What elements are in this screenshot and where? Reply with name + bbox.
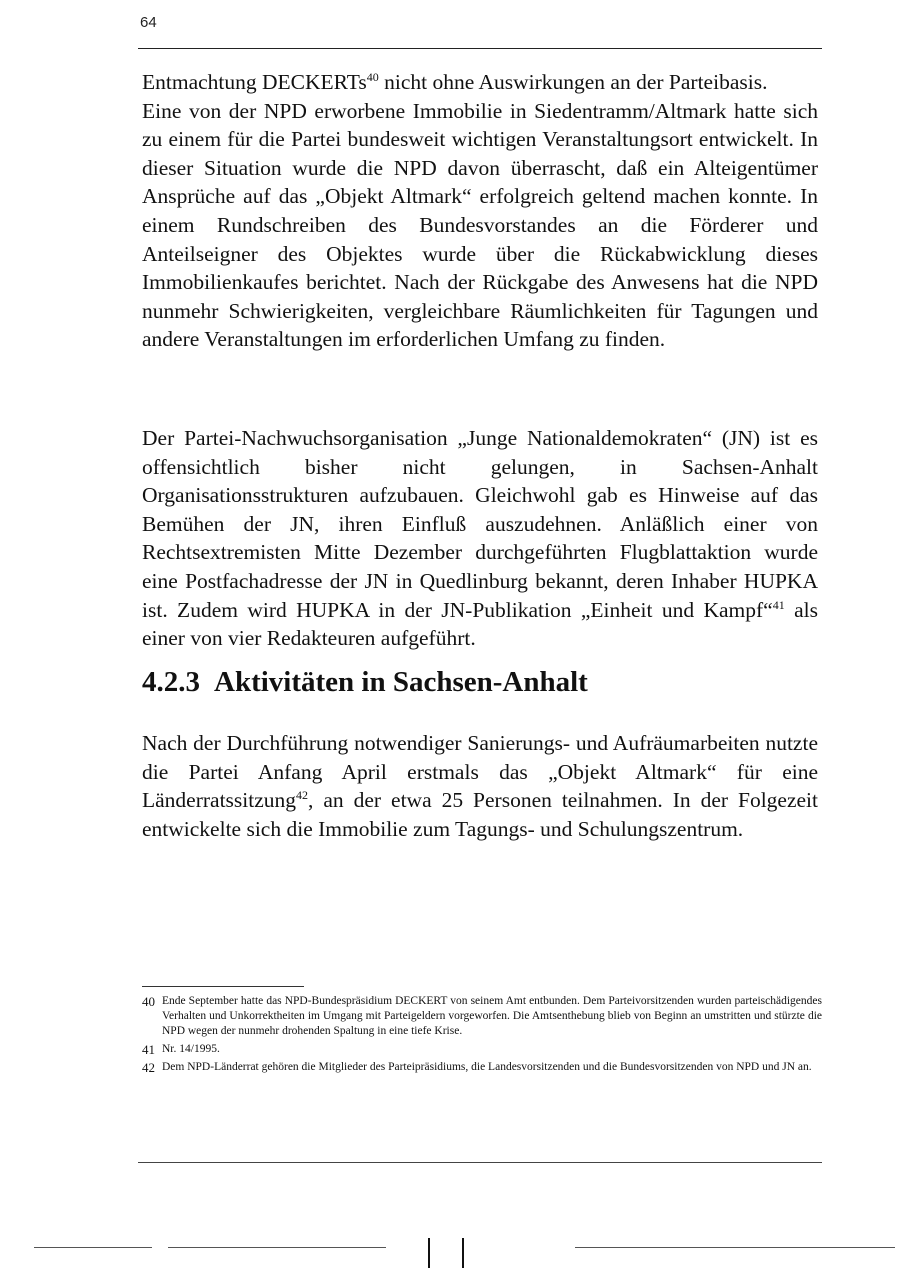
scan-artifact-line [168,1247,386,1248]
footnotes [142,994,822,1078]
body-paragraph-2: Eine von der NPD erworbene Immobilie in Siedentramm/Altmark hatte sich zu einem für die Partei bundesweit wichtigen Veranstaltungsort entwickelt. In dieser Situation wurde die NPD davon überrascht, daß ein Alteigentümer Ansprüche auf das „Objekt Altmark“ erfolgreich geltend machen konnte. In einem Rundschreiben des Bundesvorstandes an die Förderer und Anteilseigner des Objektes wurde über die Rückabwicklung dieses Immobilienkaufes berichtet. Nach der Rückgabe des Anwesens hat die NPD nunmehr Schwierigkeiten, vergleichbare Räumlichkeiten für Tagungen und andere Veranstaltungen im erforderlichen Umfang zu finden. [142,98,818,352]
footnote-ref-41[interactable]: 41 [772,597,785,612]
footnote-text: Dem NPD-Länderrat gehören die Mitglieder des Parteipräsidiums, die Landesvorsitzenden und die Bundesvorsitzenden von NPD und JN an. [162,1061,812,1073]
scan-artifact-bar [462,1238,464,1268]
body-paragraph-4 [142,729,818,843]
paragraph-3-text-end: als einer von vier Redakteuren aufgeführt. [142,597,818,651]
footnote-text: Ende September hatte das NPD-Bundespräsidium DECKERT von seinem Amt entbunden. Dem Parteivorsitzenden wurden parteischädigendes Verhalten und Unkorrektheiten im Umgang mit Parteigeldern vorgeworfen. Die Amtsenthebung blieb von Beginn an umstritten und stürzte die NPD wegen der nunmehr drohenden Spaltung in eine tiefe Krise. [162,995,822,1037]
scan-artifact-bar [428,1238,430,1268]
footnote-label: 42 [142,1060,155,1075]
header-rule [138,48,822,49]
section-title: Aktivitäten in Sachsen-Anhalt [214,666,588,698]
section-heading [142,666,588,699]
section-number: 4.2.3 [142,666,200,698]
scan-artifact-line [34,1247,152,1248]
paragraph-1-text: Entmachtung DECKERTs [142,70,367,94]
footnote-label: 40 [142,994,155,1009]
paragraph-1-text-end: nicht ohne Auswirkungen an der Parteibasis. [378,70,768,94]
footnote-ref-40[interactable]: 40 [366,70,379,84]
footnote-42 [142,1060,822,1075]
footnote-separator [142,986,304,987]
footnote-label: 41 [142,1042,155,1057]
scan-artifact-line [575,1247,895,1248]
footnote-41 [142,1042,822,1057]
paragraph-4-text: Nach der Durchführung notwendiger Sanierungs- und Aufräumarbeiten nutzte die Partei Anfang April erstmals das „Objekt Altmark“ für eine Länderratssitzung [142,731,818,813]
footnote-40 [142,994,822,1039]
footnote-ref-42[interactable]: 42 [296,788,309,803]
body-paragraph-1 [142,68,818,354]
paragraph-4-text-end: , an der etwa 25 Personen teilnahmen. In der Folgezeit entwickelte sich die Immobilie zum Tagungs- und Schulungszentrum. [142,788,818,841]
footnote-text: Nr. 14/1995. [162,1043,220,1055]
paragraph-3-text: Der Partei-Nachwuchsorganisation „Junge Nationaldemokraten“ (JN) ist es offensichtlich bisher nicht gelungen, in Sachsen-Anhalt Organisationsstrukturen aufzubauen. Gleichwohl gab es Hinweise auf das Bemühen der JN, ihren Einfluß auszudehnen. Anläßlich einer von Rechtsextremisten Mitte Dezember durchgeführten Flugblattaktion wurde eine Postfachadresse der JN in Quedlinburg bekannt, deren Inhaber HUPKA ist. Zudem wird HUPKA in der JN-Publikation „Einheit und Kampf“ [142,426,818,622]
footer-rule [138,1162,822,1163]
body-paragraph-3 [142,424,818,653]
page-number: 64 [140,14,157,31]
